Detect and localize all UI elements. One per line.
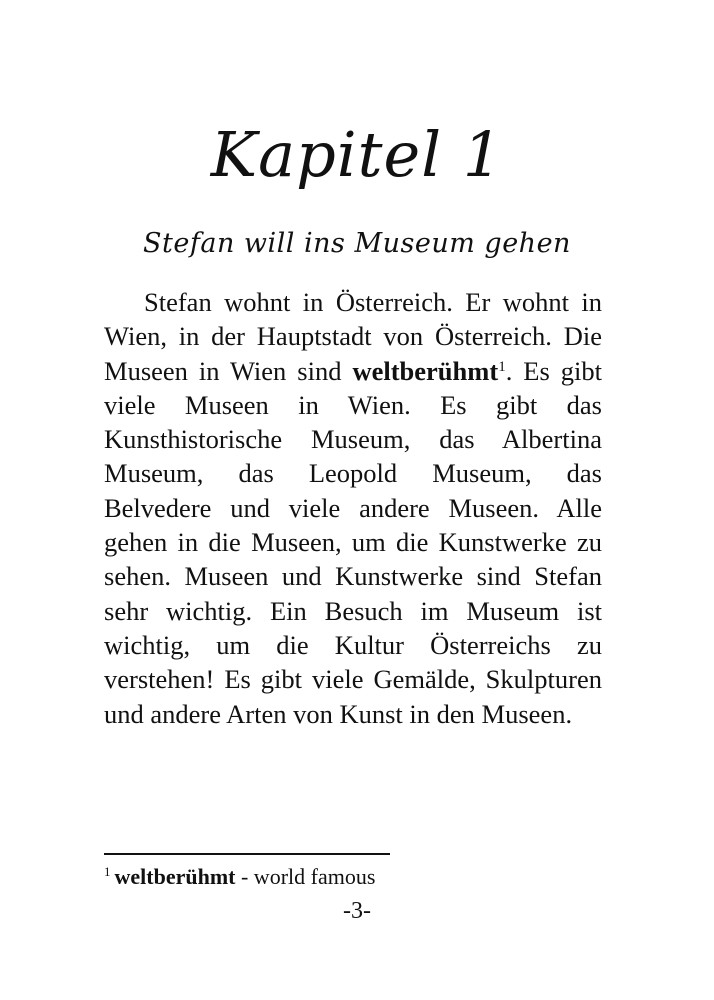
paragraph-text-part2: . Es gibt viele Museen in Wien. Es gibt das Kunsthistorische Museum, das Albertina Museum, das Leopold Museum, das Belvedere und viele andere Museen. Alle gehen in die Museen, um die Kunstwerke zu sehen. Museen und Kunstwerke sind Stefan sehr wichtig. Ein Besuch im Museum ist wichtig, um die Kultur Österreichs zu verstehen! Es gibt viele Gemälde, Skulpturen und andere Arten von Kunst in den Museen.	[104, 355, 602, 729]
chapter-subtitle: Stefan will ins Museum gehen	[143, 228, 571, 259]
footnote-definition: - world famous	[235, 864, 376, 889]
chapter-title: Kapitel 1	[210, 118, 504, 191]
footnote-divider	[104, 853, 390, 855]
footnote-reference: 1	[498, 358, 506, 375]
chapter-paragraph	[104, 285, 602, 731]
page-number: -3-	[343, 898, 371, 924]
footnote-term: weltberühmt	[114, 864, 236, 889]
paragraph-text-part1: Stefan wohnt in Österreich. Er wohnt in Wien, in der Hauptstadt von Österreich. Die Museen in Wien sind	[104, 287, 602, 386]
highlighted-word: weltberühmt	[352, 355, 499, 386]
footnote-marker: 1	[104, 864, 111, 879]
footnote	[104, 862, 602, 892]
